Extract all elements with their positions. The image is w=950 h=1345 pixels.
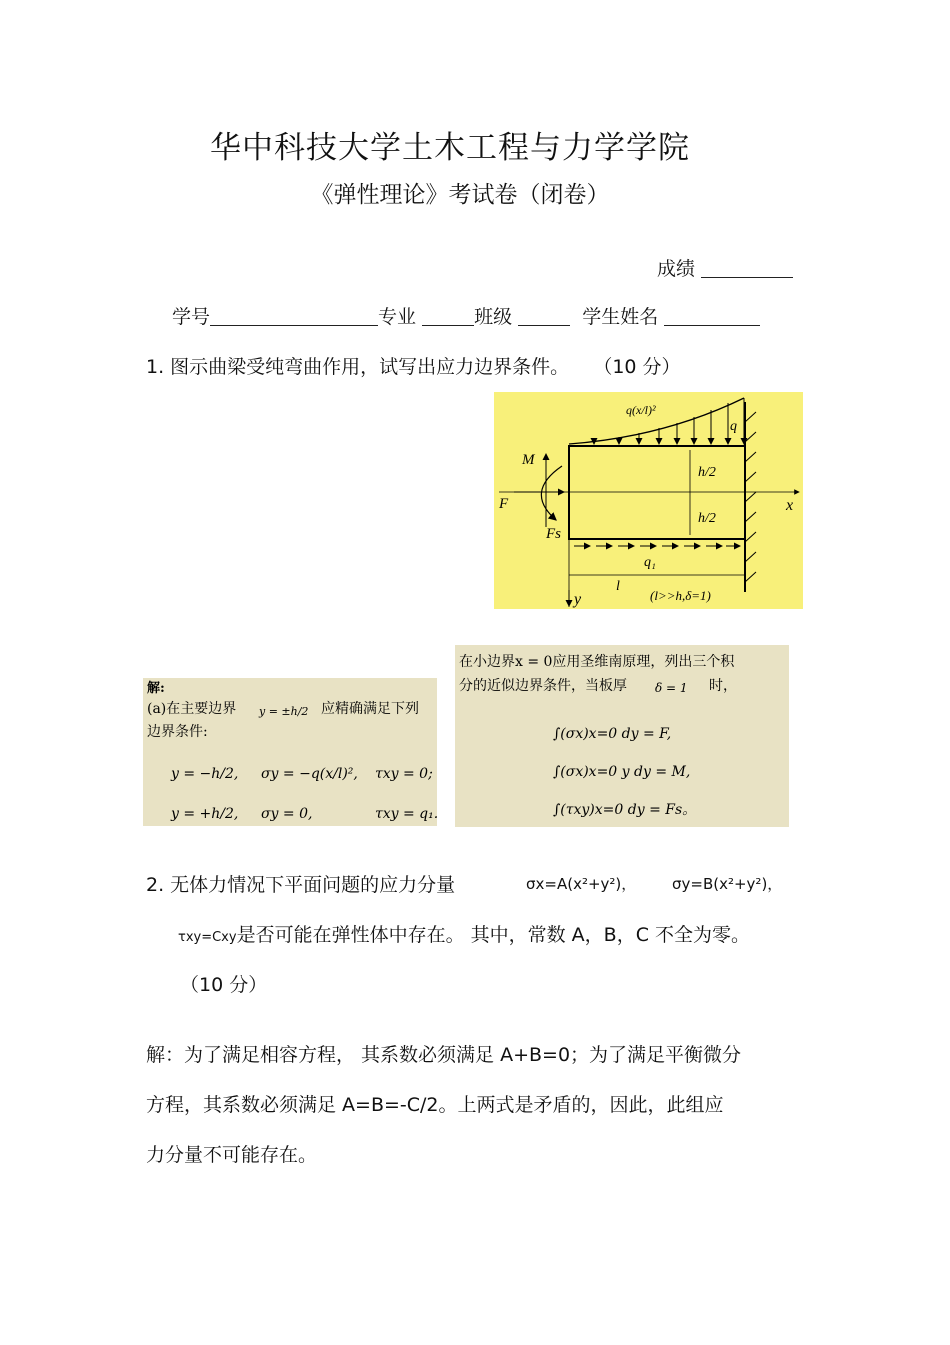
student-id-blank <box>210 305 378 326</box>
h-bottom-label: h/2 <box>698 511 716 526</box>
x-axis-label: x <box>786 497 794 514</box>
solution-a-line2: 边界条件: <box>147 724 208 740</box>
answer-2-line3: 力分量不可能存在。 <box>146 1144 318 1166</box>
load-q-label: q <box>730 419 737 434</box>
name-blank <box>664 305 760 326</box>
student-info-row <box>172 302 760 329</box>
major-blank <box>422 305 474 326</box>
solution-b-content <box>455 645 789 827</box>
question-1-points: （10 分） <box>593 356 681 378</box>
solution-b-panel <box>455 645 789 827</box>
class-blank <box>518 305 570 326</box>
integral-eq-1: ∫(σx)x=0 dy = F, <box>553 726 672 742</box>
integral-eq-2: ∫(σx)x=0 y dy = M, <box>553 764 691 780</box>
y-axis-label: y <box>574 591 582 608</box>
solution-b-line2-tail: 时， <box>709 678 737 694</box>
answer-2-line1: 解：为了满足相容方程， 其系数必须满足 A+B=0；为了满足平衡微分 <box>146 1044 742 1066</box>
row2-col3: τxy = q₁. <box>375 806 437 822</box>
score-label: 成绩 <box>657 258 696 280</box>
question-2-line2 <box>178 920 750 947</box>
question-1-text: 1. 图示曲梁受纯弯曲作用，试写出应力边界条件。 <box>146 356 570 378</box>
score-blank <box>701 257 793 278</box>
solution-head: 解: <box>147 681 165 696</box>
h-top-label: h/2 <box>698 465 716 480</box>
solution-b-line2: 分的近似边界条件，当板厚 <box>459 678 627 694</box>
row1-col2: σy = −q(x/l)², <box>261 766 358 782</box>
score-field <box>657 254 793 281</box>
student-id-label: 学号 <box>172 306 211 328</box>
load-top-label: q(x/l)² <box>626 403 656 417</box>
solution-a-panel <box>143 678 437 826</box>
stress-sy: σy=B(x²+y²)， <box>672 875 783 893</box>
length-label: l <box>616 579 620 594</box>
question-1 <box>146 352 681 379</box>
beam-figure <box>494 392 803 609</box>
row1-col3: τxy = 0; <box>375 766 433 782</box>
solution-b-line1: 在小边界x = 0应用圣维南原理，列出三个积 <box>459 654 735 670</box>
row2-col1: y = +h/2, <box>171 806 239 822</box>
class-label: 班级 <box>474 306 513 328</box>
row1-col1: y = −h/2, <box>171 766 239 782</box>
document-subtitle: 《弹性理论》考试卷（闭卷） <box>310 182 610 208</box>
question-2-line1 <box>146 870 455 897</box>
solution-a-eq: y = ±h/2 <box>259 705 309 718</box>
stress-sx: σx=A(x²+y²)， <box>526 875 637 893</box>
major-label: 专业 <box>378 306 417 328</box>
answer-2-line2: 方程，其系数必须满足 A=B=-C/2。上两式是矛盾的，因此，此组应 <box>146 1094 724 1116</box>
question-2-line2-tail: 是否可能在弹性体中存在。 其中，常数 A，B，C 不全为零。 <box>236 924 750 946</box>
row2-col2: σy = 0, <box>261 806 313 822</box>
solution-a-line1: (a)在主要边界 <box>147 701 237 717</box>
name-label: 学生姓名 <box>582 306 659 328</box>
solution-b-eq: δ = 1 <box>655 681 688 695</box>
moment-label: M <box>522 452 535 468</box>
bottom-load-label: q₁ <box>644 555 656 570</box>
integral-eq-3: ∫(τxy)x=0 dy = Fs。 <box>553 802 697 818</box>
question-2-text: 2. 无体力情况下平面问题的应力分量 <box>146 874 456 896</box>
stress-txy: τxy=Cxy <box>178 930 237 945</box>
condition-label: (l>>h,δ=1) <box>650 588 711 603</box>
shear-label: Fs <box>546 526 561 542</box>
solution-a-content <box>143 678 437 826</box>
solution-a-line1-tail: 应精确满足下列 <box>321 701 419 717</box>
beam-diagram <box>494 392 803 609</box>
document-title: 华中科技大学土木工程与力学学院 <box>210 130 690 166</box>
question-2-points: （10 分） <box>180 974 268 996</box>
force-label: F <box>499 496 509 512</box>
